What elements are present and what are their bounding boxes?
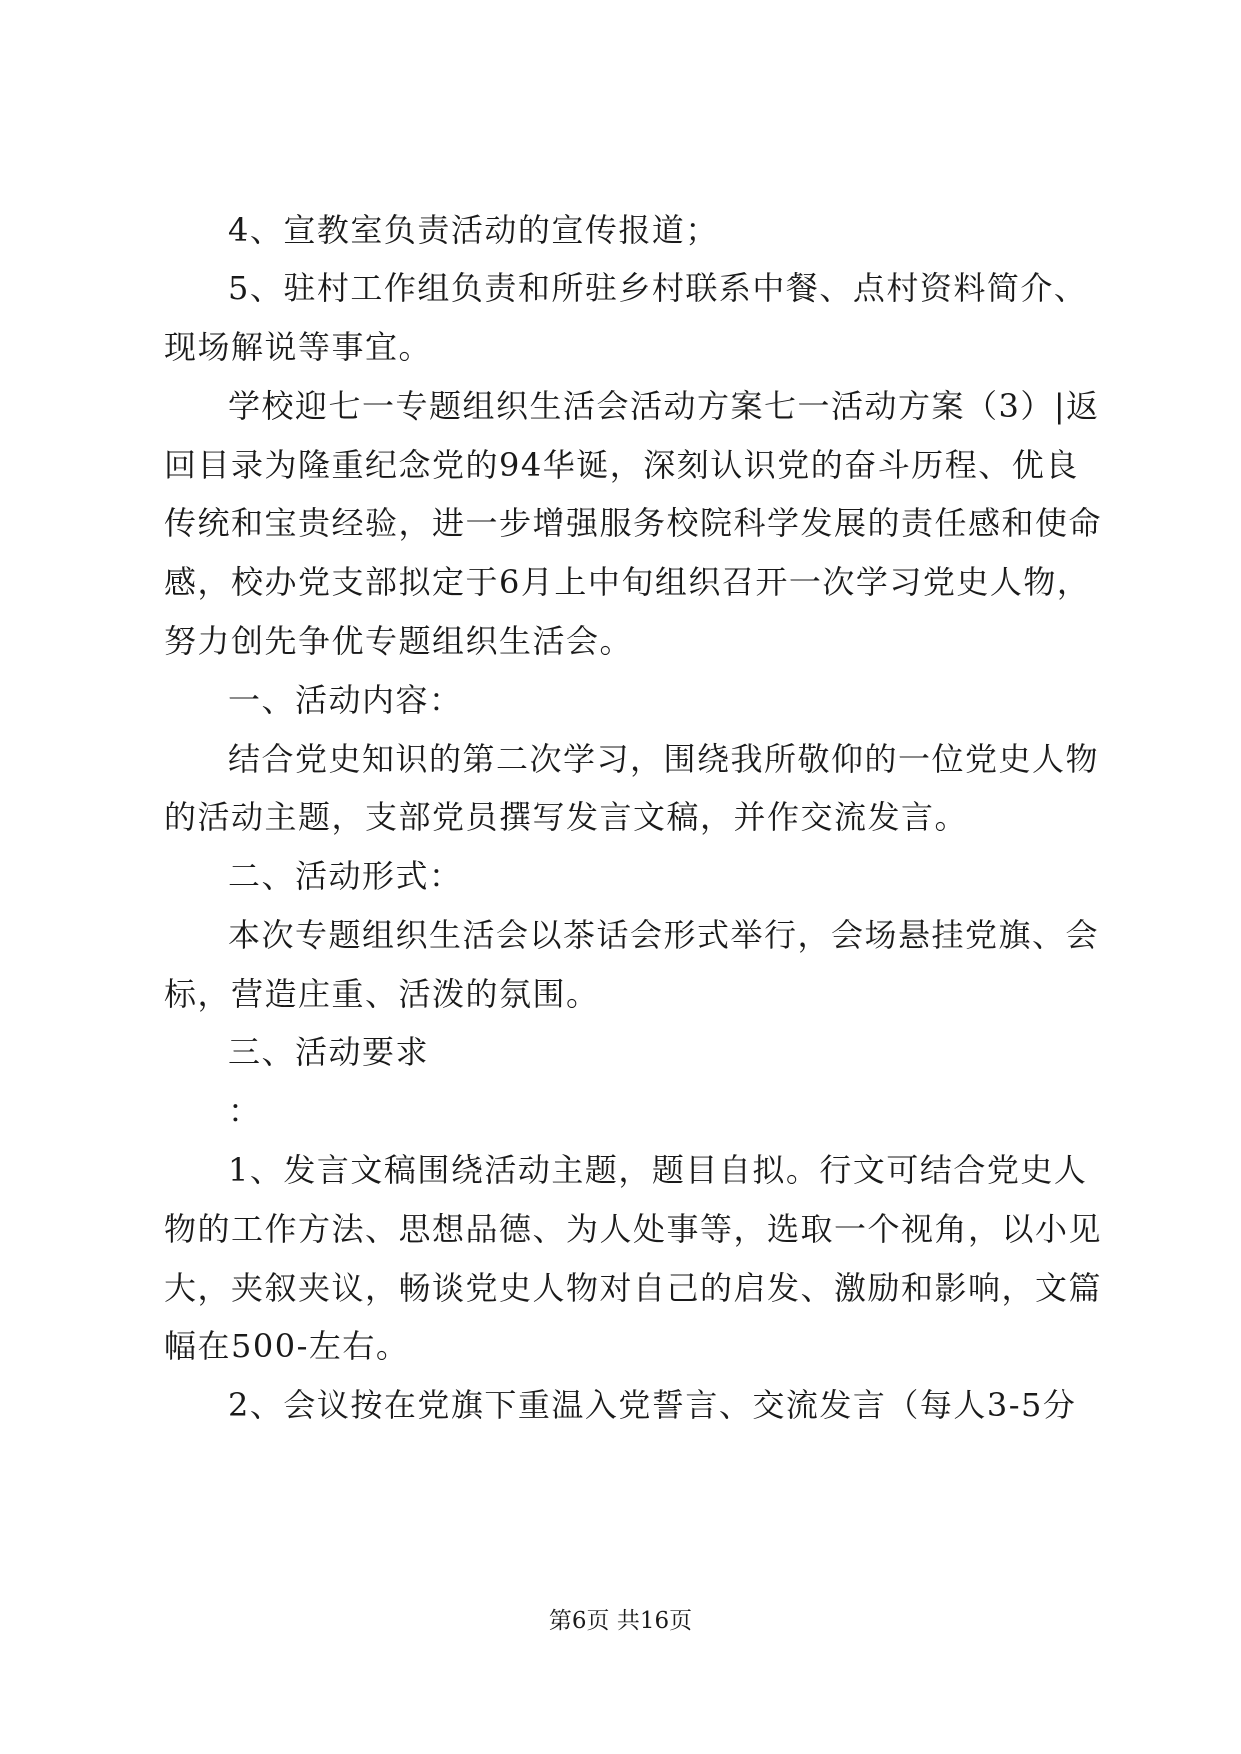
text-line-19: 大，夹叙夹议，畅谈党史人物对自己的启发、激励和影响，文篇 <box>164 1269 1103 1307</box>
text-line-18: 物的工作方法、思想品德、为人处事等，选取一个视角，以小见 <box>164 1210 1103 1248</box>
text-line-5: 回目录为隆重纪念党的94华诞，深刻认识党的奋斗历程、优良 <box>164 446 1079 484</box>
text-line-4: 学校迎七一专题组织生活会活动方案七一活动方案（3）|返 <box>228 387 1100 425</box>
text-line-6: 传统和宝贵经验，进一步增强服务校院科学发展的责任感和使命 <box>164 504 1103 542</box>
text-line-7: 感，校办党支部拟定于6月上中旬组织召开一次学习党史人物， <box>164 563 1091 601</box>
text-line-16: ： <box>228 1092 262 1130</box>
text-line-11: 的活动主题，支部党员撰写发言文稿，并作交流发言。 <box>164 798 969 836</box>
section-heading-content: 一、活动内容： <box>228 681 463 719</box>
text-line-20: 幅在500-左右。 <box>164 1327 410 1365</box>
text-line-13: 本次专题组织生活会以茶话会形式举行，会场悬挂党旗、会 <box>228 916 1100 954</box>
text-line-17: 1、发言文稿围绕活动主题，题目自拟。行文可结合党史人 <box>228 1151 1088 1189</box>
text-line-21: 2、会议按在党旗下重温入党誓言、交流发言（每人3-5分 <box>228 1386 1077 1424</box>
section-heading-form: 二、活动形式： <box>228 857 463 895</box>
text-line-3: 现场解说等事宜。 <box>164 328 433 366</box>
text-line-8: 努力创先争优专题组织生活会。 <box>164 622 634 660</box>
page-footer: 第6页 共16页 <box>548 1608 693 1634</box>
text-line-10: 结合党史知识的第二次学习，围绕我所敬仰的一位党史人物 <box>228 740 1100 778</box>
section-heading-requirements: 三、活动要求 <box>228 1033 430 1071</box>
text-line-2: 5、驻村工作组负责和所驻乡村联系中餐、点村资料简介、 <box>228 269 1088 307</box>
text-line-14: 标，营造庄重、活泼的氛围。 <box>164 975 600 1013</box>
text-line-1: 4、宣教室负责活动的宣传报道； <box>228 211 719 249</box>
